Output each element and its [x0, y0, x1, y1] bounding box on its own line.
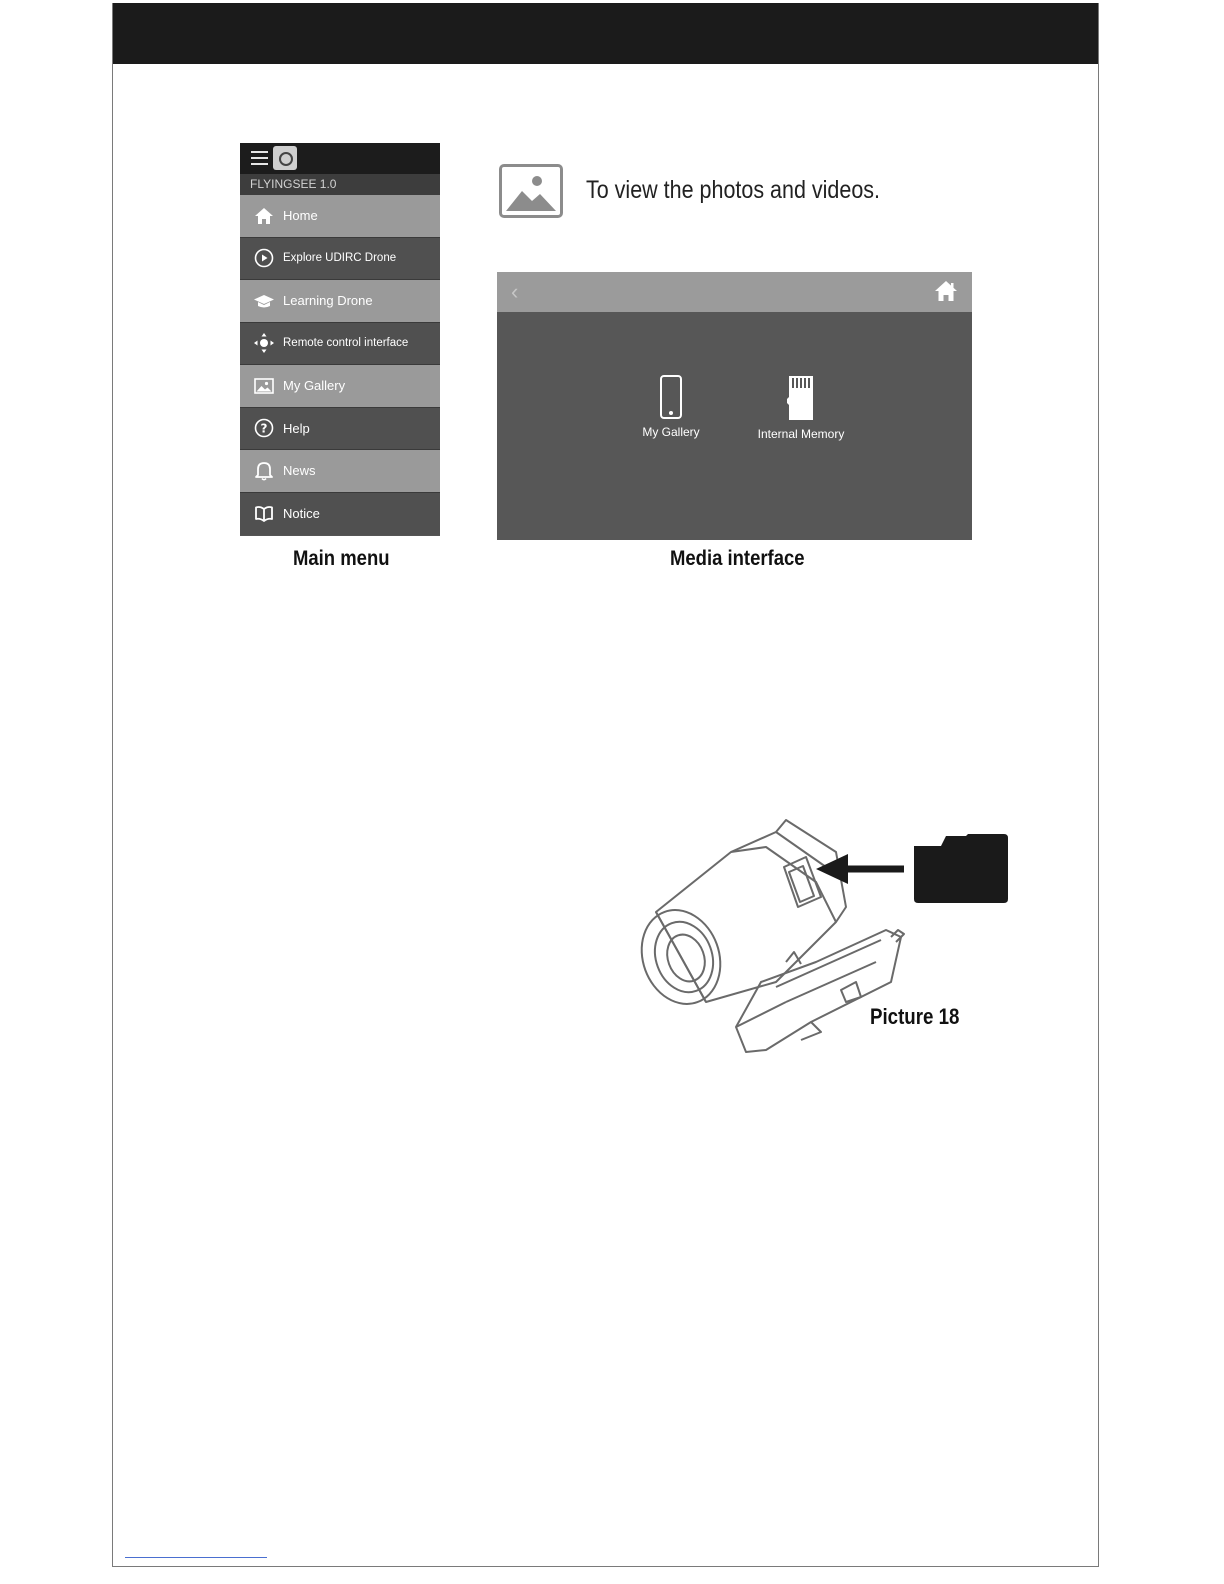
menu-item-label: Help [283, 420, 310, 436]
graduation-cap-icon [253, 290, 275, 312]
home-icon [253, 205, 275, 227]
menu-item-label: Remote control interface [283, 337, 409, 350]
menu-item-home[interactable] [240, 195, 440, 238]
image-icon [253, 375, 275, 397]
question-icon [253, 417, 275, 439]
menu-item-label: Notice [283, 506, 320, 522]
sd-card-icon [786, 375, 816, 421]
menu-item-label: Learning Drone [283, 293, 373, 309]
app-version: FLYINGSEE 1.0 [240, 174, 440, 195]
menu-item-label: Home [283, 208, 318, 224]
app-logo-icon [273, 146, 297, 170]
menu-item-notice[interactable] [240, 493, 440, 536]
media-option-label: My Gallery [642, 425, 700, 439]
menu-item-label: My Gallery [283, 378, 346, 394]
main-menu-screenshot [240, 143, 440, 536]
gallery-description: To view the photos and videos. [586, 176, 881, 204]
menu-item-explore[interactable] [240, 238, 440, 281]
media-interface-caption: Media interface [670, 547, 805, 570]
menu-item-news[interactable] [240, 450, 440, 493]
dpad-icon [253, 332, 275, 354]
hamburger-icon[interactable] [251, 151, 268, 165]
footer-link-line [125, 1557, 267, 1558]
media-option-label: Internal Memory [757, 427, 845, 441]
menu-item-remote-control[interactable] [240, 323, 440, 366]
svg-text:?: ? [260, 421, 268, 436]
play-circle-icon [253, 247, 275, 269]
picture-label: Picture 18 [870, 1004, 960, 1029]
media-option-internal-memory[interactable] [755, 375, 847, 441]
menu-topbar [240, 143, 440, 174]
menu-item-help[interactable] [240, 408, 440, 451]
media-topbar [497, 272, 972, 312]
media-interface-screenshot [497, 272, 972, 540]
home-icon[interactable] [934, 280, 958, 304]
menu-item-gallery[interactable] [240, 365, 440, 408]
book-icon [253, 503, 275, 525]
phone-icon [660, 375, 682, 419]
back-chevron-icon[interactable]: ‹ [511, 279, 519, 304]
main-menu-caption: Main menu [293, 547, 390, 570]
menu-item-label: Explore UDIRC Drone [283, 252, 397, 265]
menu-item-label: News [283, 463, 316, 479]
gallery-image-icon [499, 164, 563, 218]
bell-icon [253, 460, 275, 482]
menu-item-learning[interactable] [240, 280, 440, 323]
media-option-my-gallery[interactable] [637, 375, 705, 439]
